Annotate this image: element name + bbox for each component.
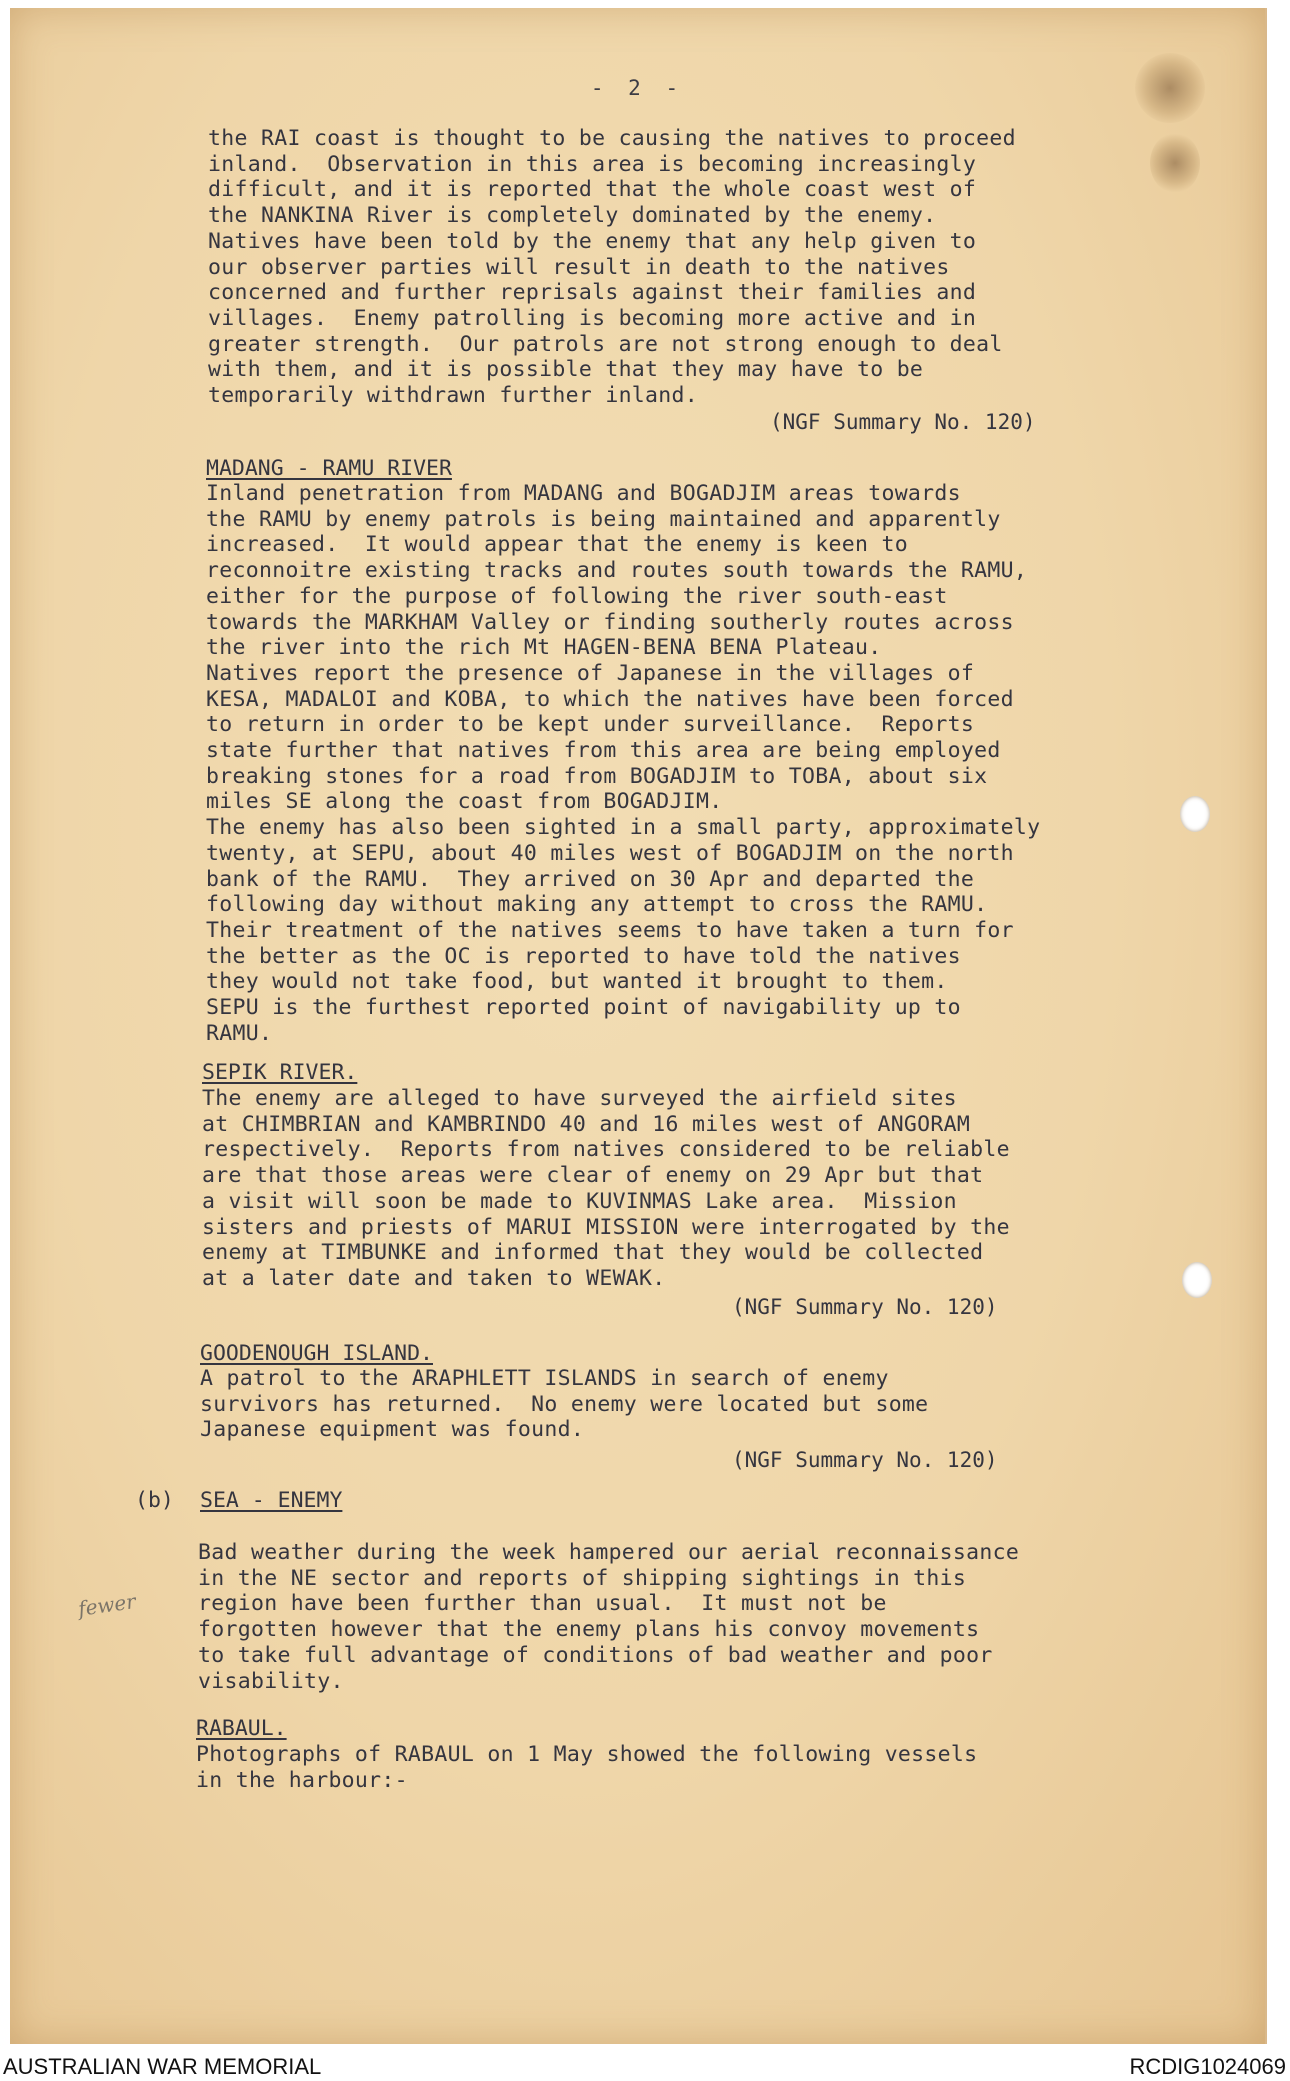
- footer-reference-id: RCDIG1024069: [1129, 2054, 1286, 2079]
- intro-reference: (NGF Summary No. 120): [770, 410, 1036, 434]
- madang-heading: MADANG - RAMU RIVER: [206, 456, 452, 481]
- intro-paragraph: the RAI coast is thought to be causing the natives to proceed inland. Observation in this area is becoming increasingly difficult, and it is reported that the whole coast west of the NANKINA River is completely dominated by the enemy. Natives have been told by the enemy that any help given to our observer parties will result in death to the natives concerned and further reprisals against their families and villages. Enemy patrolling is becoming more active and in greater strength. Our patrols are not strong enough to deal with them, and it is possible that they may have to be temporarily withdrawn further inland.: [208, 126, 1016, 409]
- section-label: (b): [135, 1488, 174, 1513]
- goodenough-heading: GOODENOUGH ISLAND.: [200, 1341, 433, 1366]
- footer-institution: AUSTRALIAN WAR MEMORIAL: [3, 2054, 322, 2079]
- sepik-reference: (NGF Summary No. 120): [732, 1295, 998, 1319]
- madang-paragraph: Inland penetration from MADANG and BOGADJIM areas towards the RAMU by enemy patrols is being maintained and apparently increased. It would appear that the enemy is keen to reconnoitre existing tracks and routes south towards the RAMU, either for the purpose of following the river south-east towards the MARKHAM Valley or finding southerly routes across the river into the rich Mt HAGEN-BENA BENA Plateau. Natives report the presence of Japanese in the villages of KESA, MADALOI and KOBA, to which the natives have been forced to return in order to be kept under surveillance. Reports state further that natives from this area are being employed breaking stones for a road from BOGADJIM to TOBA, about six miles SE along the coast from BOGADJIM. The enemy has also been sighted in a small party, approximately twenty, at SEPU, about 40 miles west of BOGADJIM on the north bank of the RAMU. They arrived on 30 Apr and departed the following day without making any attempt to cross the RAMU. Their treatment of the natives seems to have taken a turn for the better as the OC is reported to have told the natives they would not take food, but wanted it brought to them. SEPU is the furthest reported point of navigability up to RAMU.: [206, 481, 1041, 1046]
- goodenough-paragraph: A patrol to the ARAPHLETT ISLANDS in search of enemy survivors has returned. No enemy were located but some Japanese equipment was found.: [200, 1366, 929, 1443]
- goodenough-reference: (NGF Summary No. 120): [732, 1448, 998, 1472]
- sepik-heading: SEPIK RIVER.: [202, 1060, 358, 1085]
- handwritten-margin-note: fewer: [76, 1589, 138, 1621]
- sea-enemy-heading: SEA - ENEMY: [200, 1488, 343, 1513]
- rabaul-heading: RABAUL.: [196, 1716, 287, 1741]
- punch-hole: [1180, 796, 1210, 832]
- sea-enemy-paragraph: Bad weather during the week hampered our aerial reconnaissance in the NE sector and reports of shipping sightings in this region have been further than usual. It must not be forgotten however that the enemy plans his convoy movements to take full advantage of conditions of bad weather and poor visability.: [198, 1540, 1020, 1694]
- document-page: [10, 8, 1267, 2044]
- page-number: - 2 -: [590, 76, 685, 100]
- rabaul-paragraph: Photographs of RABAUL on 1 May showed the following vessels in the harbour:-: [196, 1742, 978, 1793]
- stain-mark: [1150, 133, 1200, 193]
- sepik-paragraph: The enemy are alleged to have surveyed the airfield sites at CHIMBRIAN and KAMBRINDO 40 and 16 miles west of ANGORAM respectively. Reports from natives considered to be reliable are that those areas were clear of enemy on 29 Apr but that a visit will soon be made to KUVINMAS Lake area. Mission sisters and priests of MARUI MISSION were interrogated by the enemy at TIMBUNKE and informed that they would be collected at a later date and taken to WEWAK.: [202, 1086, 1010, 1291]
- punch-hole: [1182, 1262, 1212, 1298]
- footer-bar: [0, 2053, 1290, 2081]
